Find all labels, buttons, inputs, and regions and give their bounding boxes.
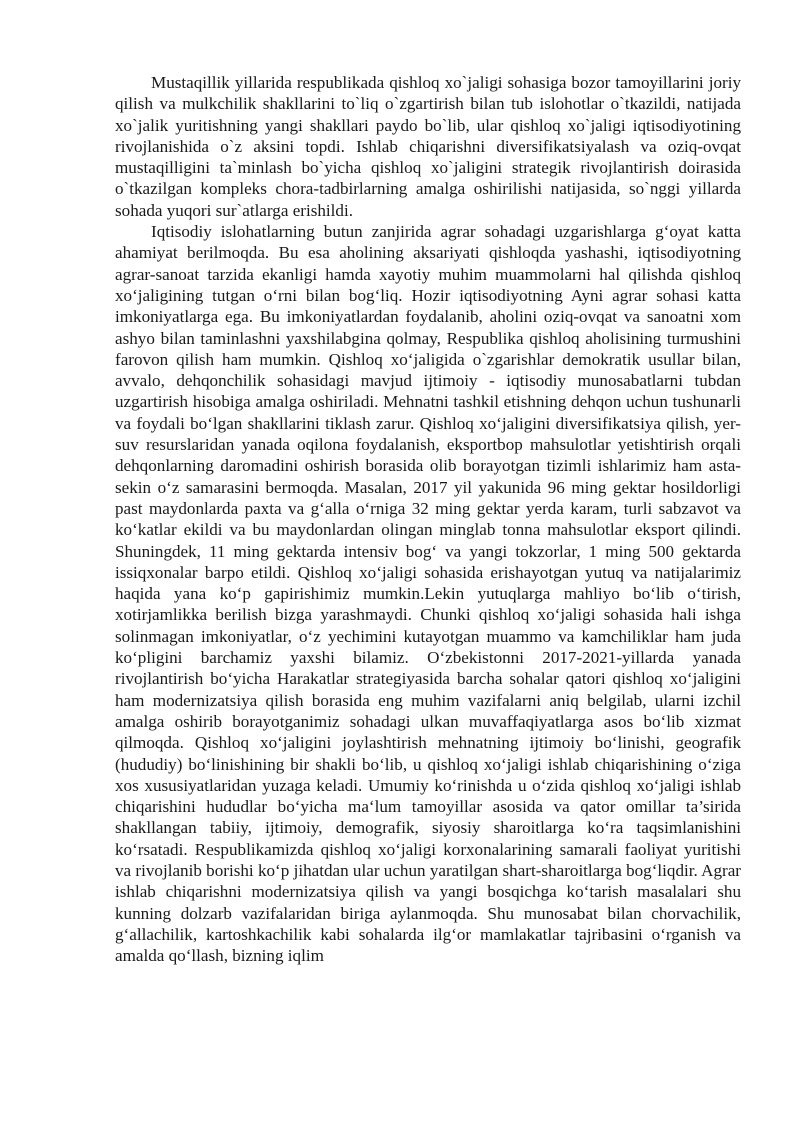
paragraph-1: Mustaqillik yillarida respublikada qishloq xo`jaligi sohasiga bozor tamoyillarini joriy qilish va mulkchilik shakllarini to`liq o`zgartirish bilan tub islohotlar o`tkazildi, natijada xo`jalik yuritishning yangi shakllari paydo bo`lib, ular qishloq xo`jaligi iqtisodiyotining rivojlanishida o`z aksini topdi. Ishlab chiqarishni diversifikatsiyalash va oziq-ovqat mustaqilligini ta`minlash bo`yicha qishloq xo`jaligini strategik rivojlantirish doirasida o`tkazilgan kompleks chora-tadbirlarning amalga oshirilishi natijasida, so`nggi yillarda sohada yuqori sur`atlarga erishildi. [115,73,741,220]
document-page [115,72,741,966]
paragraph-2: Iqtisodiy islohatlarning butun zanjirida agrar sohadagi uzgarishlarga g‘oyat katta ahamiyat berilmoqda. Bu esa aholining aksariyati qishloqda yashashi, iqtisodiyotning agrar-sanoat tarzida ekanligi hamda xayotiy muhim muammolarni hal qilishda qishloq xo‘jaligining tutgan o‘rni bilan bog‘liq. Hozir iqtisodiyotning Ayni agrar sohasi katta imkoniyatlarga ega. Bu imkoniyatlardan foydalanib, aholini oziq-ovqat va sanoatni xom ashyo bilan taminlashni yaxshilabgina qolmay, Respublika qishloq aholisining turmushini farovon qilish ham mumkin. Qishloq xo‘jaligida o`zgarishlar demokratik usullar bilan, avvalo, dehqonchilik sohasidagi mavjud ijtimoiy - iqtisodiy munosabatlarni tubdan uzgartirish hisobiga amalga oshiriladi. Mehnatni tashkil etishning dehqon uchun tushunarli va foydali bo‘lgan shakllarini tiklash zarur. Qishloq xo‘jaligini diversifikatsiya qilish, yer-suv resurslaridan yanada oqilona foydalanish, eksportbop mahsulotlar yetishtirish orqali dehqonlarning daromadini oshirish borasida olib borayotgan tizimli ishlarimiz ham asta-sekin o‘z samarasini bermoqda. Masalan, 2017 yil yakunida 96 ming gektar hosildorligi past maydonlarda paxta va g‘alla o‘rniga 32 ming gektar yerda karam, turli sabzavot va ko‘katlar ekildi va bu maydonlardan olingan minglab tonna mahsulotlar eksport qilindi. Shuningdek, 11 ming gektarda intensiv bog‘ va yangi tokzorlar, 1 ming 500 gektarda issiqxonalar barpo etildi. Qishloq xo‘jaligi sohasida erishayotgan yutuq va natijalarimiz haqida yana ko‘p gapirishimiz mumkin.Lekin yutuqlarga mahliyo bo‘lib o‘tirish, xotirjamlikka berilish bizga yarashmaydi. Chunki qishloq xo‘jaligi sohasida hali ishga solinmagan imkoniyatlar, o‘z yechimini kutayotgan muammo va kamchiliklar ham juda ko‘pligini barchamiz yaxshi bilamiz. O‘zbekistonni 2017-2021-yillarda yanada rivojlantirish bo‘yicha Harakatlar strategiyasida barcha sohalar qatori qishloq xo‘jaligini ham modernizatsiya qilish borasida eng muhim vazifalarni aniq belgilab, ularni izchil amalga oshirib borayotganimiz sohadagi ulkan muvaffaqiyatlarga asos bo‘lib xizmat qilmoqda. Qishloq xo‘jaligini joylashtirish mehnatning ijtimoiy bo‘linishi, geografik (hududiy) bo‘linishining bir shakli bo‘lib, u qishloq xo‘jaligi ishlab chiqarishining o‘ziga xos xususiyatlaridan yuzaga keladi. Umumiy ko‘rinishda u o‘zida qishloq xo‘jaligi ishlab chiqarishini hududlar bo‘yicha ma‘lum tamoyillar asosida va qator omillar ta’sirida shakllangan tabiiy, ijtimoiy, demografik, siyosiy sharoitlarga ko‘ra taqsimlanishini ko‘rsatadi. Respublikamizda qishloq xo‘jaligi korxonalarining samarali faoliyat yuritishi va rivojlanib borishi ko‘p jihatdan ular uchun yaratilgan shart-sharoitlarga bog‘liqdir. Agrar ishlab chiqarishni modernizatsiya qilish va yangi bosqichga ko‘tarish masalalari shu kunning dolzarb vazifalaridan biriga aylanmoqda. Shu munosabat bilan chorvachilik, g‘allachilik, kartoshkachilik kabi sohalarda ilg‘or mamlakatlar tajribasini o‘rganish va amalda qo‘llash, bizning iqlim [115,222,741,966]
